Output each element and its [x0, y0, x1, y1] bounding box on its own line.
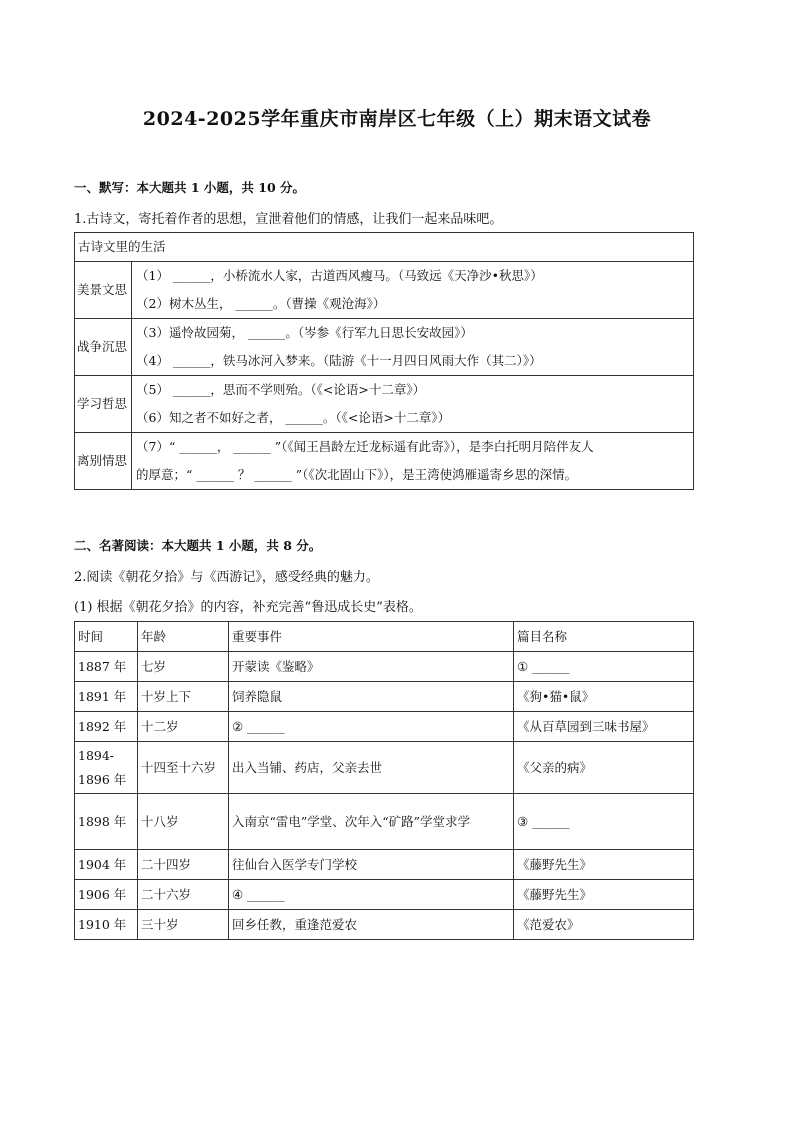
table-row	[75, 910, 694, 940]
section-1-heading: 一、默写：本大题共 1 小题，共 10 分。	[74, 180, 306, 195]
poem-line: （1） ______，小桥流水人家，古道西风瘦马。（马致远《天净沙•秋思》）	[136, 268, 543, 283]
cell-event: 饲养隐鼠	[229, 682, 514, 712]
column-header-age: 年龄	[138, 622, 229, 652]
poem-lines	[132, 319, 694, 376]
question-2-text: 2.阅读《朝花夕拾》与《西游记》，感受经典的魅力。	[74, 570, 379, 585]
column-header-event: 重要事件	[229, 622, 514, 652]
poem-row	[75, 433, 694, 490]
table-row	[75, 682, 694, 712]
cell-time: 1898 年	[75, 794, 138, 850]
cell-title: 《藤野先生》	[514, 880, 694, 910]
cell-time: 1904 年	[75, 850, 138, 880]
cell-title: ① ______	[514, 652, 694, 682]
question-1-text: 1.古诗文，寄托着作者的思想，宣泄着他们的情感，让我们一起来品味吧。	[74, 212, 503, 227]
table-row	[75, 794, 694, 850]
table-row	[75, 712, 694, 742]
cell-age: 十二岁	[138, 712, 229, 742]
cell-title: ③ ______	[514, 794, 694, 850]
poem-table-header-row	[75, 233, 694, 262]
poem-row	[75, 376, 694, 433]
cell-event: 入南京“雷电”学堂、次年入“矿路”学堂求学	[229, 794, 514, 850]
cell-event: ② ______	[229, 712, 514, 742]
cell-age: 二十六岁	[138, 880, 229, 910]
column-header-title: 篇目名称	[514, 622, 694, 652]
cell-time: 1894-1896 年	[75, 742, 138, 794]
column-header-time: 时间	[75, 622, 138, 652]
cell-title: 《范爱农》	[514, 910, 694, 940]
question-2-1-text: (1) 根据《朝花夕拾》的内容，补充完善“鲁迅成长史”表格。	[74, 600, 422, 615]
section-2-heading: 二、名著阅读：本大题共 1 小题，共 8 分。	[74, 538, 322, 553]
cell-title: 《父亲的病》	[514, 742, 694, 794]
table-row	[75, 850, 694, 880]
poem-category: 学习哲思	[75, 376, 132, 433]
cell-age: 十八岁	[138, 794, 229, 850]
poem-line: （5） ______，思而不学则殆。（《<论语>十二章》）	[136, 382, 426, 397]
cell-time: 1906 年	[75, 880, 138, 910]
cell-time: 1892 年	[75, 712, 138, 742]
poem-table-header: 古诗文里的生活	[75, 233, 694, 262]
cell-age: 十四至十六岁	[138, 742, 229, 794]
cell-title: 《从百草园到三味书屋》	[514, 712, 694, 742]
poem-line: （2）树木丛生， ______。（曹操《观沧海》）	[136, 296, 386, 311]
cell-title: 《藤野先生》	[514, 850, 694, 880]
cell-event: 开蒙读《鉴略》	[229, 652, 514, 682]
page-title: 2024-2025学年重庆市南岸区七年级（上）期末语文试卷	[142, 108, 652, 130]
cell-event: 出入当铺、药店，父亲去世	[229, 742, 514, 794]
poem-line: （6）知之者不如好之者， ______。（《<论语>十二章》）	[136, 410, 451, 425]
cell-title: 《狗•猫•鼠》	[514, 682, 694, 712]
table-row	[75, 742, 694, 794]
poem-category: 离别情思	[75, 433, 132, 490]
table-row	[75, 652, 694, 682]
cell-event: ④ ______	[229, 880, 514, 910]
cell-time: 1887 年	[75, 652, 138, 682]
poem-category: 战争沉思	[75, 319, 132, 376]
cell-event: 回乡任教，重逢范爱农	[229, 910, 514, 940]
poem-lines	[132, 262, 694, 319]
cell-age: 二十四岁	[138, 850, 229, 880]
cell-event: 往仙台入医学专门学校	[229, 850, 514, 880]
cell-time: 1910 年	[75, 910, 138, 940]
growth-history-table	[74, 621, 694, 940]
poem-row	[75, 319, 694, 376]
poem-lines	[132, 376, 694, 433]
poem-line: （4） ______，铁马冰河入梦来。（陆游《十一月四日风雨大作（其二）》）	[136, 353, 542, 368]
table-row	[75, 880, 694, 910]
poem-category: 美景文思	[75, 262, 132, 319]
poem-line: （7）“ ______， ______ ”（《闻王昌龄左迁龙标遥有此寄》），是李白托明月陪伴友人	[136, 439, 594, 454]
poem-line: 的厚意；“ ______ ？ ______ ”（《次北固山下》），是王湾使鸿雁遥寄乡思的深情。	[136, 467, 578, 482]
poem-lines	[132, 433, 694, 490]
table-header-row	[75, 622, 694, 652]
cell-time: 1891 年	[75, 682, 138, 712]
cell-age: 三十岁	[138, 910, 229, 940]
poem-row	[75, 262, 694, 319]
poem-table	[74, 232, 694, 490]
poem-line: （3）遥怜故园菊， ______。（岑参《行军九日思长安故园》）	[136, 325, 473, 340]
cell-age: 十岁上下	[138, 682, 229, 712]
cell-age: 七岁	[138, 652, 229, 682]
